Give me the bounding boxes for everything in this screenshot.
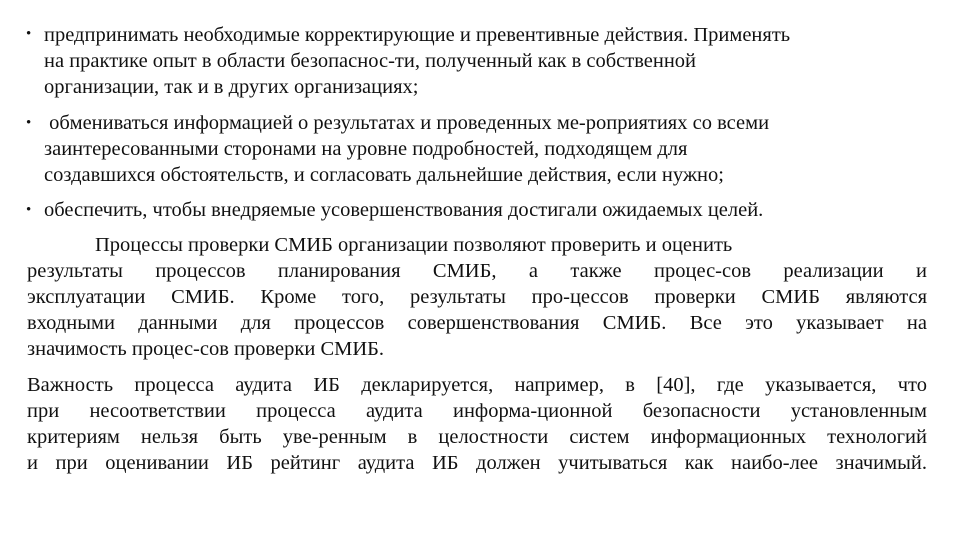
bullet-icon: • [26,202,32,218]
paragraph-1-line-4: входными данными для процессов совершенствования СМИБ. Все это указывает на [27,312,927,334]
paragraph-1-line-3: эксплуатации СМИБ. Кроме того, результаты про-цессов проверки СМИБ являются [27,286,927,308]
paragraph-1-line-5: значимость процес-сов проверки СМИБ. [27,338,385,360]
paragraph-2-line-1: Важность процесса аудита ИБ декларируется, например, в [40], где указывается, что [27,374,927,396]
paragraph-1-line-2: результаты процессов планирования СМИБ, а также процес-сов реализации и [27,260,927,282]
paragraph-1-line-1: Процессы проверки СМИБ организации позволяют проверить и оценить [95,234,733,256]
bullet-2-line-2: заинтересованными сторонами на уровне подробностей, подходящем для [44,138,688,160]
bullet-icon: • [26,115,32,131]
paragraph-2-line-3: критериям нельзя быть уве-ренным в целостности систем информационных технологий [27,426,927,448]
bullet-1-line-3: организации, так и в других организациях; [44,76,419,98]
bullet-1-line-1: предпринимать необходимые корректирующие и превентивные действия. Применять [44,24,791,46]
bullet-2-line-3: создавшихся обстоятельств, и согласовать дальнейшие действия, если нужно; [44,164,724,186]
bullet-1-line-2: на практике опыт в области безопаснос-ти, полученный как в собственной [44,50,697,72]
bullet-2-line-1: обмениваться информацией о результатах и проведенных ме-роприятиях со всеми [44,112,770,134]
bullet-icon: • [26,26,32,42]
paragraph-2-line-2: при несоответствии процесса аудита информа-ционной безопасности установленным [27,400,927,422]
bullet-3-line-1: обеспечить, чтобы внедряемые усовершенствования достигали ожидаемых целей. [44,199,764,221]
paragraph-2-line-4: и при оценивании ИБ рейтинг аудита ИБ должен учитываться как наибо-лее значимый. [27,452,927,474]
